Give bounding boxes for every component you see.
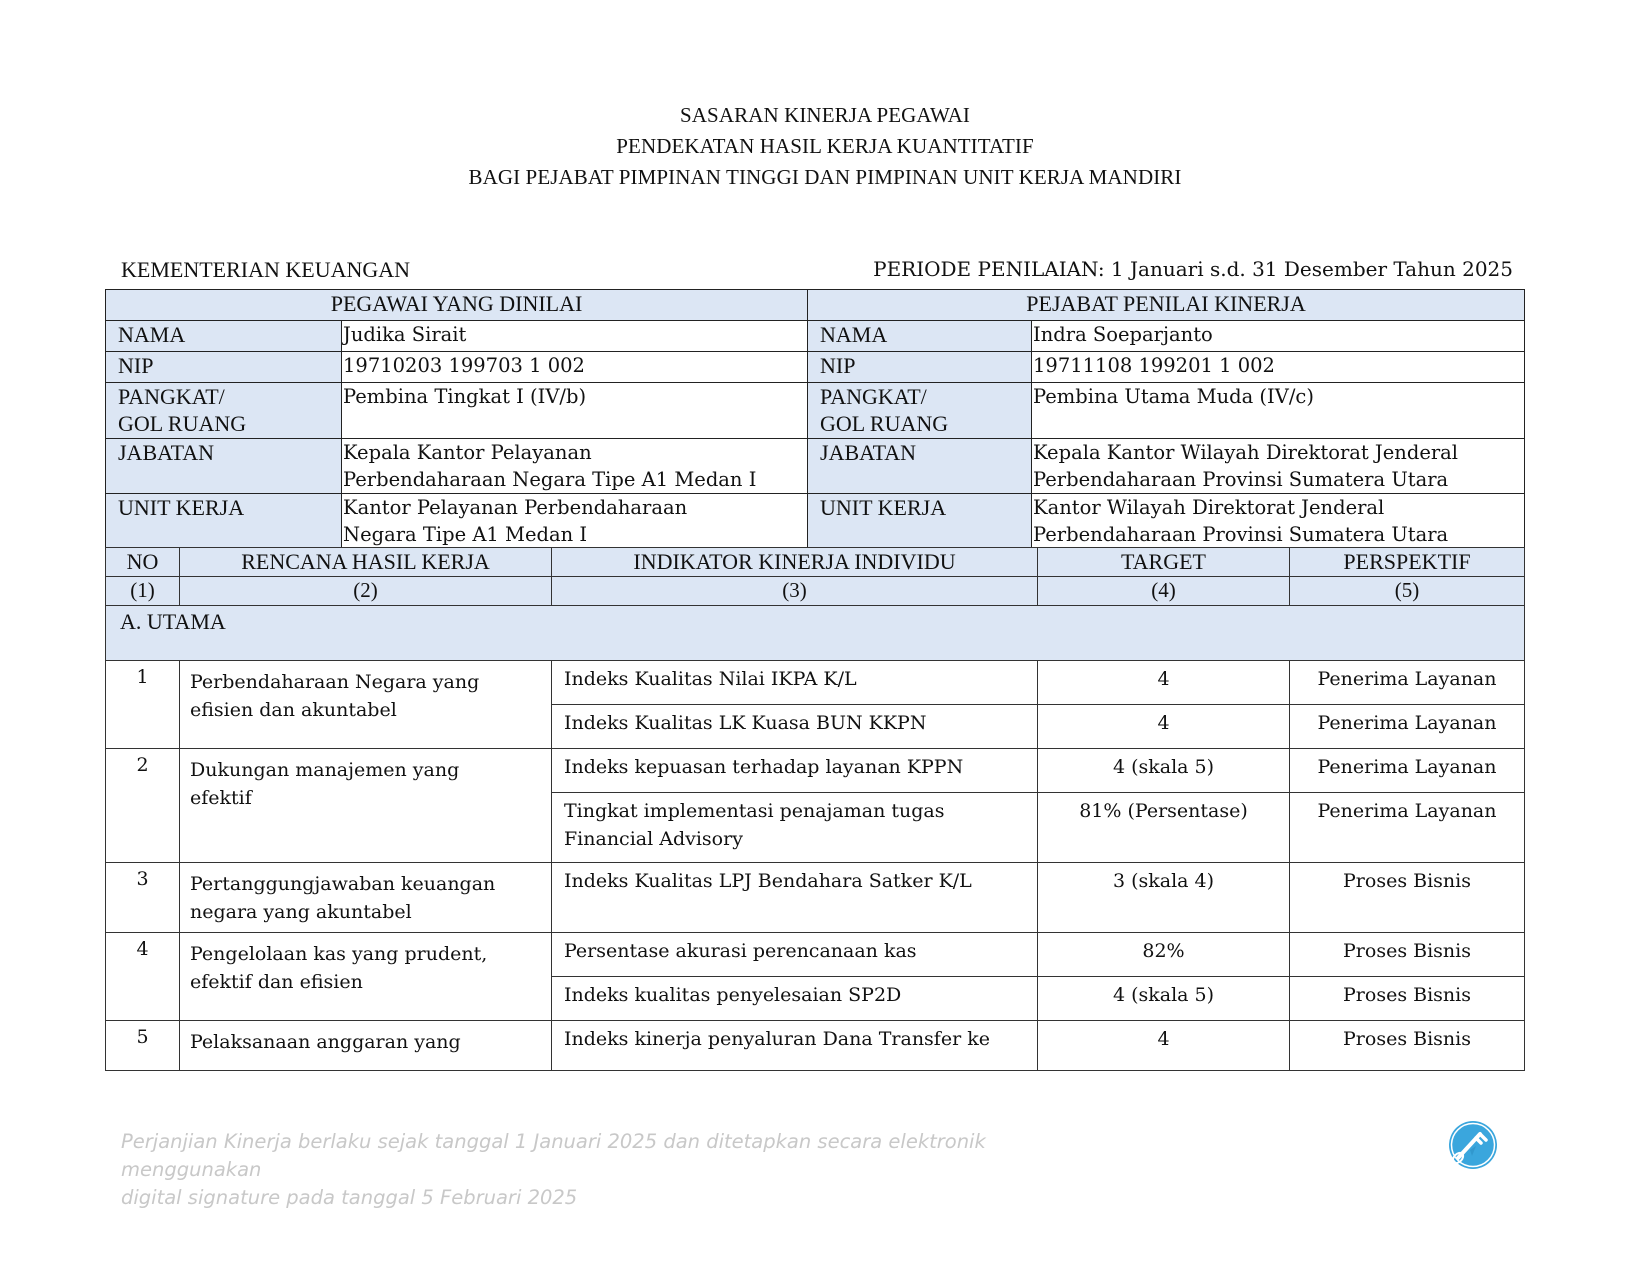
pejabat-pangkat-label (808, 383, 1032, 439)
section-utama: A. UTAMA (106, 606, 1525, 661)
perspektif-value: Penerima Layanan (1290, 749, 1525, 793)
pegawai-nama-value: Judika Sirait (342, 321, 808, 352)
row-number: 3 (106, 863, 180, 933)
col-number-2: (2) (180, 577, 552, 606)
rencana-hasil-kerja (180, 1021, 552, 1071)
pejabat-jabatan-label: JABATAN (808, 439, 1032, 494)
indikator-kinerja (552, 661, 1038, 705)
pegawai-pangkat-label-1: PANGKAT/ (118, 384, 225, 409)
col-header-perspektif: PERSPEKTIF (1290, 548, 1525, 577)
pegawai-jabatan-label: JABATAN (106, 439, 342, 494)
pejabat-nama-label: NAMA (808, 321, 1032, 352)
col-number-4: (4) (1038, 577, 1290, 606)
perspektif-value: Proses Bisnis (1290, 933, 1525, 977)
meta-row (121, 257, 1513, 285)
table-row (106, 933, 1525, 977)
rhk-line-1: Perbendaharaan Negara yang (190, 671, 480, 693)
target-value: 81% (Persentase) (1038, 793, 1290, 863)
digital-signature-key-icon (1448, 1120, 1498, 1170)
title-line-2: PENDEKATAN HASIL KERJA KUANTITATIF (616, 134, 1034, 158)
iki-line-1: Tingkat implementasi penajaman tugas (564, 800, 945, 822)
table-row (106, 661, 1525, 705)
targets-body (106, 661, 1525, 1071)
title-line-3: BAGI PEJABAT PIMPINAN TINGGI DAN PIMPINAN UNIT KERJA MANDIRI (468, 165, 1182, 189)
perspektif-value: Penerima Layanan (1290, 705, 1525, 749)
indikator-kinerja (552, 933, 1038, 977)
table-row (106, 863, 1525, 933)
rhk-line-1: Pertanggungjawaban keuangan (190, 873, 496, 895)
indikator-kinerja (552, 1021, 1038, 1071)
rhk-line-2: efektif (190, 787, 252, 809)
iki-line-1: Indeks kinerja penyaluran Dana Transfer ke (564, 1028, 990, 1050)
pejabat-nip-label: NIP (808, 352, 1032, 383)
rhk-line-2: negara yang akuntabel (190, 901, 412, 923)
target-value: 4 (skala 5) (1038, 977, 1290, 1021)
pegawai-nama-label: NAMA (106, 321, 342, 352)
row-number: 2 (106, 749, 180, 863)
pejabat-unit-line-1: Kantor Wilayah Direktorat Jenderal (1033, 496, 1385, 519)
footer-line-1: Perjanjian Kinerja berlaku sejak tanggal 1 Januari 2025 dan ditetapkan secara elektronik menggunakan (121, 1130, 986, 1181)
footer-line-2: digital signature pada tanggal 5 Februari 2025 (121, 1186, 578, 1209)
rhk-line-1: Dukungan manajemen yang (190, 759, 460, 781)
iki-line-1: Indeks kualitas penyelesaian SP2D (564, 984, 902, 1006)
target-value: 82% (1038, 933, 1290, 977)
row-number: 1 (106, 661, 180, 749)
pejabat-pangkat-label-1: PANGKAT/ (820, 384, 927, 409)
pegawai-pangkat-label (106, 383, 342, 439)
rhk-line-2: efektif dan efisien (190, 971, 363, 993)
row-number: 5 (106, 1021, 180, 1071)
col-number-1: (1) (106, 577, 180, 606)
rencana-hasil-kerja (180, 933, 552, 1021)
assessment-period: PERIODE PENILAIAN: 1 Januari s.d. 31 Desember Tahun 2025 (873, 257, 1513, 281)
col-number-3: (3) (552, 577, 1038, 606)
rencana-hasil-kerja (180, 863, 552, 933)
rhk-line-1: Pelaksanaan anggaran yang (190, 1031, 461, 1053)
iki-line-1: Indeks Kualitas LK Kuasa BUN KKPN (564, 712, 927, 734)
iki-line-1: Indeks Kualitas LPJ Bendahara Satker K/L (564, 870, 972, 892)
pejabat-unit-line-2: Perbendaharaan Provinsi Sumatera Utara (1033, 523, 1449, 546)
pejabat-header: PEJABAT PENILAI KINERJA (808, 290, 1525, 321)
iki-line-1: Indeks kepuasan terhadap layanan KPPN (564, 756, 964, 778)
target-value: 4 (1038, 1021, 1290, 1071)
pegawai-unit-line-2: Negara Tipe A1 Medan I (343, 523, 588, 546)
target-value: 4 (skala 5) (1038, 749, 1290, 793)
pegawai-nip-value: 19710203 199703 1 002 (342, 352, 808, 383)
document-title (0, 100, 1650, 193)
rencana-hasil-kerja (180, 661, 552, 749)
pegawai-jabatan-line-2: Perbendaharaan Negara Tipe A1 Medan I (343, 468, 757, 491)
table-row (106, 749, 1525, 793)
perspektif-value: Penerima Layanan (1290, 661, 1525, 705)
col-number-5: (5) (1290, 577, 1525, 606)
col-header-rhk: RENCANA HASIL KERJA (180, 548, 552, 577)
indikator-kinerja (552, 863, 1038, 933)
perspektif-value: Proses Bisnis (1290, 863, 1525, 933)
perspektif-value: Proses Bisnis (1290, 977, 1525, 1021)
target-value: 4 (1038, 661, 1290, 705)
pejabat-pangkat-label-2: GOL RUANG (820, 411, 949, 436)
col-header-target: TARGET (1038, 548, 1290, 577)
footer-note (121, 1128, 1121, 1212)
table-row (106, 1021, 1525, 1071)
indikator-kinerja (552, 705, 1038, 749)
pejabat-jabatan-line-2: Perbendaharaan Provinsi Sumatera Utara (1033, 468, 1449, 491)
rhk-line-2: efisien dan akuntabel (190, 699, 397, 721)
pejabat-jabatan-value (1032, 439, 1525, 494)
target-value: 4 (1038, 705, 1290, 749)
pegawai-nip-label: NIP (106, 352, 342, 383)
pegawai-jabatan-value (342, 439, 808, 494)
pejabat-unit-label: UNIT KERJA (808, 494, 1032, 549)
performance-table (105, 547, 1524, 1071)
title-line-1: SASARAN KINERJA PEGAWAI (680, 103, 970, 127)
pegawai-jabatan-line-1: Kepala Kantor Pelayanan (343, 441, 592, 464)
pejabat-nama-value: Indra Soeparjanto (1032, 321, 1525, 352)
pejabat-nip-value: 19711108 199201 1 002 (1032, 352, 1525, 383)
pegawai-pangkat-label-2: GOL RUANG (118, 411, 247, 436)
pegawai-header: PEGAWAI YANG DINILAI (106, 290, 808, 321)
col-header-iki: INDIKATOR KINERJA INDIVIDU (552, 548, 1038, 577)
organization-name: KEMENTERIAN KEUANGAN (121, 257, 411, 282)
pegawai-unit-label: UNIT KERJA (106, 494, 342, 549)
identity-table (105, 289, 1524, 549)
indikator-kinerja (552, 749, 1038, 793)
pejabat-jabatan-line-1: Kepala Kantor Wilayah Direktorat Jenderal (1033, 441, 1459, 464)
pejabat-unit-value (1032, 494, 1525, 549)
pejabat-pangkat-value: Pembina Utama Muda (IV/c) (1032, 383, 1525, 439)
rhk-line-1: Pengelolaan kas yang prudent, (190, 943, 488, 965)
iki-line-1: Persentase akurasi perencanaan kas (564, 940, 917, 962)
perspektif-value: Penerima Layanan (1290, 793, 1525, 863)
row-number: 4 (106, 933, 180, 1021)
col-header-no: NO (106, 548, 180, 577)
perspektif-value: Proses Bisnis (1290, 1021, 1525, 1071)
indikator-kinerja (552, 977, 1038, 1021)
pegawai-unit-value (342, 494, 808, 549)
pegawai-pangkat-value: Pembina Tingkat I (IV/b) (342, 383, 808, 439)
rencana-hasil-kerja (180, 749, 552, 863)
pegawai-unit-line-1: Kantor Pelayanan Perbendaharaan (343, 496, 688, 519)
iki-line-1: Indeks Kualitas Nilai IKPA K/L (564, 668, 857, 690)
indikator-kinerja (552, 793, 1038, 863)
target-value: 3 (skala 4) (1038, 863, 1290, 933)
iki-line-2: Financial Advisory (564, 828, 743, 850)
